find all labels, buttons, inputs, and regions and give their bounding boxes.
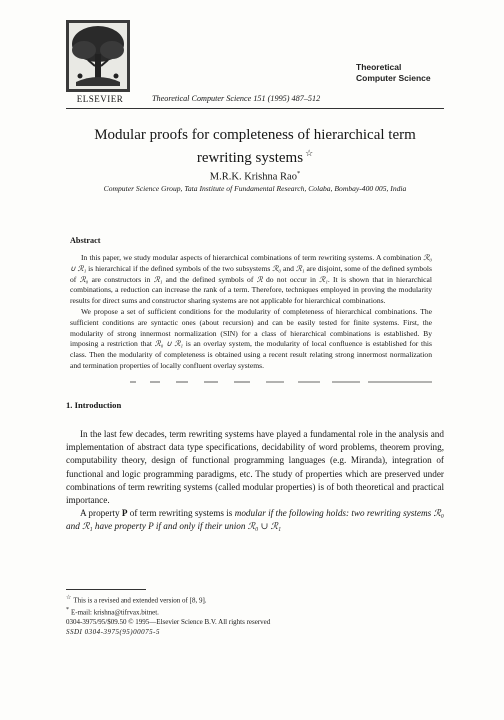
author-name bbox=[66, 170, 444, 183]
header-divider bbox=[66, 108, 444, 109]
abstract-heading: Abstract bbox=[70, 236, 101, 245]
footnote-1: ☆ This is a revised and extended version of [8, 9]. bbox=[66, 595, 207, 605]
abstract-paragraph-2: We propose a set of sufficient conditions for the modularity of completeness of hierarchical combinations. The sufficient conditions are syntactic ones (about recursion) and can be easily tested for finite systems. First, the modularity of strong innermost normalization (SIN) for a class of hierarchical combinations is established. By imposing a restriction that ℛ₀ ∪ ℛ₁ is an overlay system, the modularity of local confluence is established for this class. Then the modularity of completeness is obtained using a recent result relating strong innermost normalization and termination properties of locally confluent overlay systems. bbox=[70, 306, 432, 370]
author-affiliation: Computer Science Group, Tata Institute of Fundamental Research, Colaba, Bombay-400 005, India bbox=[103, 184, 407, 193]
abstract-body bbox=[70, 253, 432, 372]
journal-logo-line2: Computer Science bbox=[356, 73, 431, 83]
introduction-paragraph-2: A property P of term rewriting systems is modular if the following holds: two rewriting systems ℛ₀ and ℛ₁ have property P if and only if their union ℛ₀ ∪ ℛ₁ bbox=[66, 508, 444, 532]
author-name-text: M.R.K. Krishna Rao bbox=[209, 171, 297, 183]
introduction-paragraph-1: In the last few decades, term rewriting systems have played a fundamental role in the analysis and implementation of abstract data type specifications, decidability of word problems, theorem proving, computability theory, design of functional programming languages (e.g. Miranda), integration of functional and logic programming paradigms, etc. The study of properties which are preserved under combinations of term rewriting systems (called modular properties) is of both theoretical and practical importance. bbox=[66, 429, 444, 506]
footnote-2: * E-mail: krishna@tifrvax.bitnet. bbox=[66, 607, 159, 617]
author-footnote-mark: * bbox=[296, 170, 301, 177]
abstract-paragraph-1: In this paper, we study modular aspects of hierarchical combinations of term rewriting systems. A combination ℛ₀ ∪ ℛ₁ is hierarchical if the defined symbols of the two subsystems ℛ₀ and ℛ₁ are disjoint, some of the defined symbols of ℛ₀ are constructors in ℛ₁ and the defined symbols of ℛ do not occur in ℛ₁. It is shown that in hierarchical combinations, a reduction can increase the rank of a term. Therefore, techniques employed in proving the modularity results for direct sums and constructor sharing systems are not applicable for hierarchical combinations. bbox=[70, 253, 433, 306]
article-title bbox=[66, 126, 444, 167]
section-heading-introduction: 1. Introduction bbox=[66, 400, 122, 410]
title-line-1: Modular proofs for completeness of hierarchical term bbox=[94, 127, 416, 143]
title-line-2-text: rewriting systems bbox=[196, 150, 304, 166]
journal-logo-line1: Theoretical bbox=[356, 62, 402, 72]
footnote-divider bbox=[66, 589, 146, 590]
footnotes bbox=[66, 593, 444, 618]
publisher-name: ELSEVIER bbox=[76, 94, 124, 104]
tree-logo-icon bbox=[66, 20, 130, 92]
journal-logo-text bbox=[356, 62, 431, 84]
introduction-body bbox=[66, 428, 444, 534]
title-footnote-mark: ☆ bbox=[305, 148, 314, 158]
ssdi-code: SSDI 0304-3975(95)00075-5 bbox=[66, 628, 160, 636]
journal-citation: Theoretical Computer Science 151 (1995) 487–512 bbox=[152, 94, 321, 103]
copyright-line: 0304-3975/95/$09.50 © 1995—Elsevier Science B.V. All rights reserved bbox=[66, 618, 271, 626]
abstract-end-rule bbox=[130, 380, 432, 384]
title-line-2 bbox=[66, 144, 444, 167]
copyright-notice bbox=[66, 617, 444, 637]
